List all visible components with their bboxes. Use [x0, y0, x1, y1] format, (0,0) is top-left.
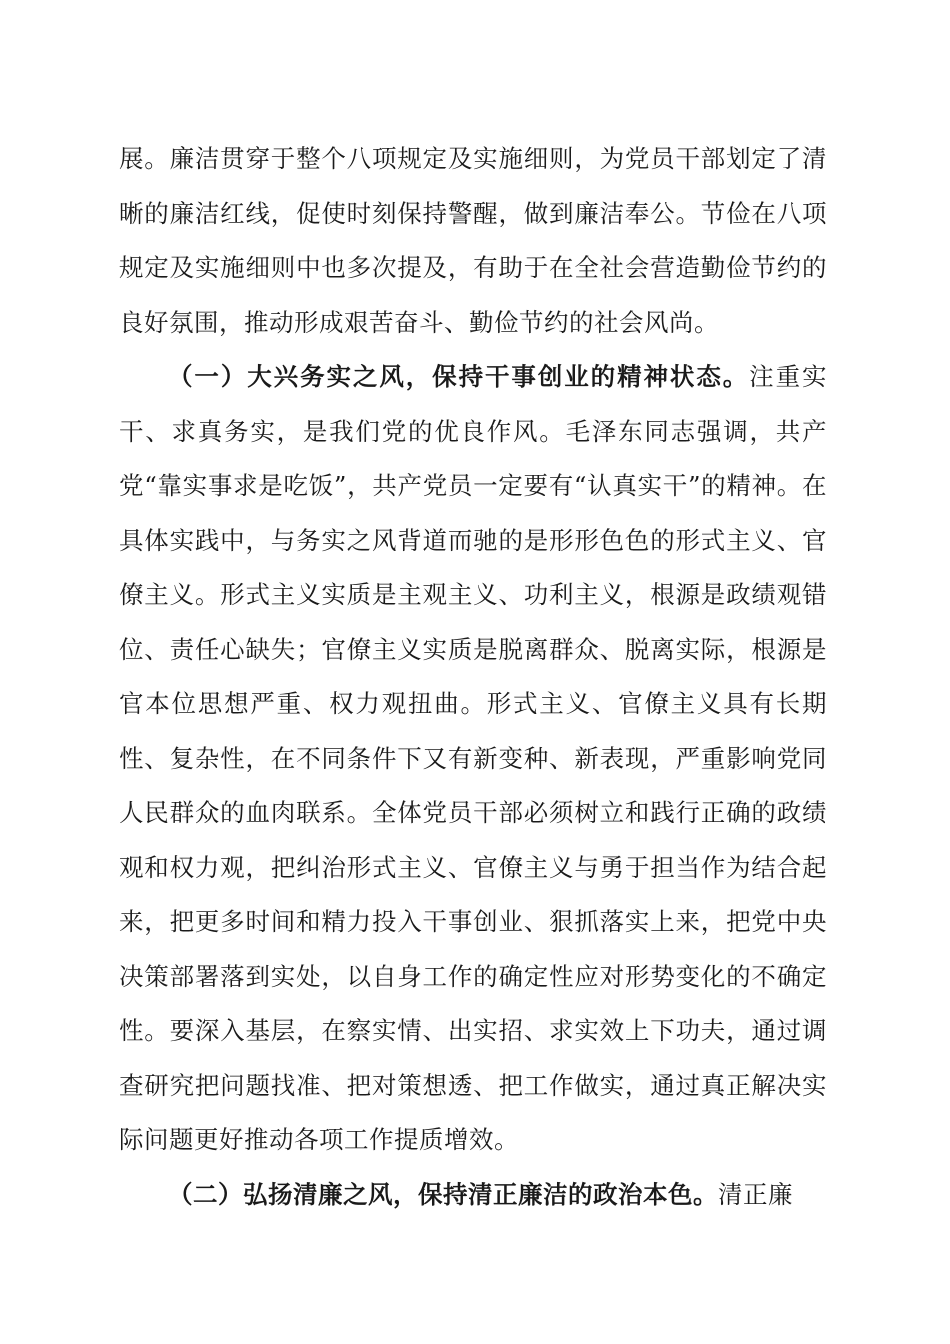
section-heading: （二）弘扬清廉之风，保持清正廉洁的政治本色。 — [168, 1179, 718, 1209]
document-body — [119, 132, 827, 1222]
paragraph-text: 清正廉 — [718, 1179, 793, 1209]
paragraph-text: 展。廉洁贯穿于整个八项规定及实施细则，为党员干部划定了清晰的廉洁红线，促使时刻保持警醒，做到廉洁奉公。节俭在八项规定及实施细则中也多次提及，有助于在全社会营造勤俭节约的良好氛围，推动形成艰苦奋斗、勤俭节约的社会风尚。 — [119, 144, 827, 337]
paragraph-continuation — [119, 132, 827, 350]
section-heading: （一）大兴务实之风，保持干事创业的精神状态。 — [168, 362, 750, 391]
paragraph-section-one — [119, 350, 827, 1168]
paragraph-section-two — [119, 1168, 827, 1223]
paragraph-text: 注重实干、求真务实，是我们党的优良作风。毛泽东同志强调，共产党“靠实事求是吃饭”，共产党员一定要有“认真实干”的精神。在具体实践中，与务实之风背道而驰的是形形色色的形式主义、官僚主义。形式主义实质是主观主义、功利主义，根源是政绩观错位、责任心缺失；官僚主义实质是脱离群众、脱离实际，根源是官本位思想严重、权力观扭曲。形式主义、官僚主义具有长期性、复杂性，在不同条件下又有新变种、新表现，严重影响党同人民群众的血肉联系。全体党员干部必须树立和践行正确的政绩观和权力观，把纠治形式主义、官僚主义与勇于担当作为结合起来，把更多时间和精力投入干事创业、狠抓落实上来，把党中央决策部署落到实处，以自身工作的确定性应对形势变化的不确定性。要深入基层，在察实情、出实招、求实效上下功夫，通过调查研究把问题找准、把对策想透、把工作做实，通过真正解决实际问题更好推动各项工作提质增效。 — [119, 362, 828, 1154]
